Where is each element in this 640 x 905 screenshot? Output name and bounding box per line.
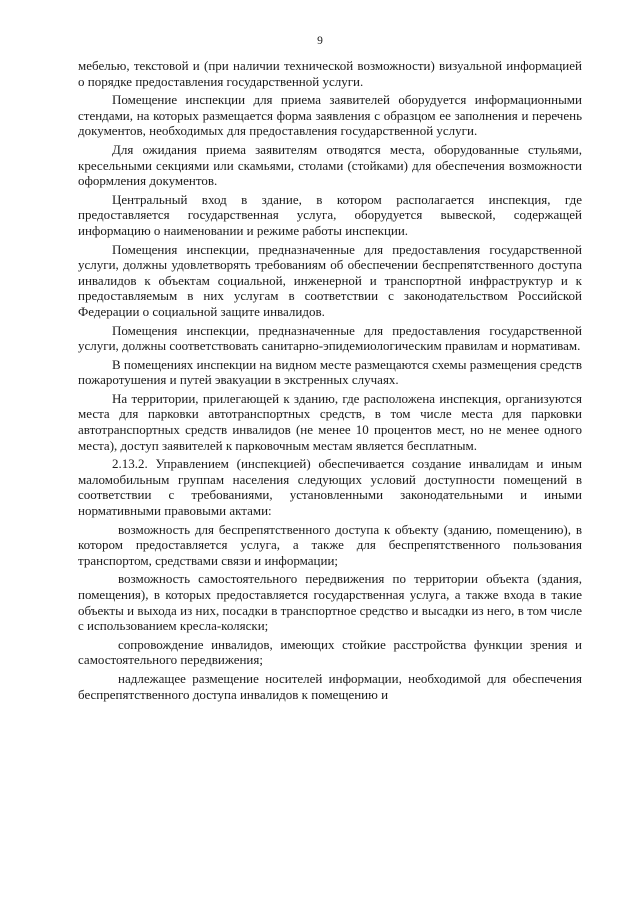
list-item: сопровождение инвалидов, имеющих стойкие расстройства функции зрения и самостоятельного передвижения; [78,636,582,668]
paragraph: Помещения инспекции, предназначенные для предоставления государственной услуги, должны удовлетворять требованиям об обеспечении беспрепятственного доступа инвалидов к объектам социальной, инженерной и транспортной инфраструктур и к предоставляемым в них услугам в соответствии с законодательством Российской Федерации о социальной защите инвалидов. [78,241,582,319]
list-item: надлежащее размещение носителей информации, необходимой для обеспечения беспрепятственного доступа инвалидов к помещению и [78,670,582,702]
page-number: 9 [317,35,323,47]
paragraph: мебелью, текстовой и (при наличии технической возможности) визуальной информацией о порядке предоставления государственной услуги. [78,58,582,89]
paragraph: Помещение инспекции для приема заявителей оборудуется информационными стендами, на которых размещается форма заявления с образцом ее заполнения и перечень документов, необходимых для предоставления государственной услуги. [78,92,582,139]
list-item: возможность самостоятельного передвижения по территории объекта (здания, помещения), в которых предоставляется государственная услуга, а также входа в такие объекты и выхода из них, посадки в транспортное средство и высадки из него, в том числе с использованием кресла-коляски; [78,571,582,634]
paragraph: Помещения инспекции, предназначенные для предоставления государственной услуги, должны соответствовать санитарно-эпидемиологическим правилам и нормативам. [78,322,582,354]
paragraph: Центральный вход в здание, в котором располагается инспекция, где предоставляется государственная услуга, оборудуется вывеской, содержащей информацию о наименовании и режиме работы инспекции. [78,191,582,238]
paragraph: На территории, прилегающей к зданию, где расположена инспекция, организуются места для парковки автотранспортных средств, в том числе места для парковки автотранспортных средств инвалидов (не менее 10 процентов мест, но не менее одного места), доступ заявителей к парковочным местам является бесплатным. [78,390,582,453]
paragraph: В помещениях инспекции на видном месте размещаются схемы размещения средств пожаротушения и путей эвакуации в экстренных случаях. [78,356,582,388]
list-item: возможность для беспрепятственного доступа к объекту (зданию, помещению), в котором предоставляется услуга, а также для беспрепятственного пользования транспортом, средствами связи и информации; [78,521,582,568]
paragraph: Для ожидания приема заявителям отводятся места, оборудованные стульями, кресельными секциями или скамьями, столами (стойками) для обеспечения возможности оформления документов. [78,141,582,189]
document-body [78,58,582,705]
paragraph: 2.13.2. Управлением (инспекцией) обеспечивается создание инвалидам и иным маломобильным группам населения следующих условий доступности помещений в соответствии с требованиями, установленными законодательными и иными нормативными правовыми актами: [78,456,582,519]
